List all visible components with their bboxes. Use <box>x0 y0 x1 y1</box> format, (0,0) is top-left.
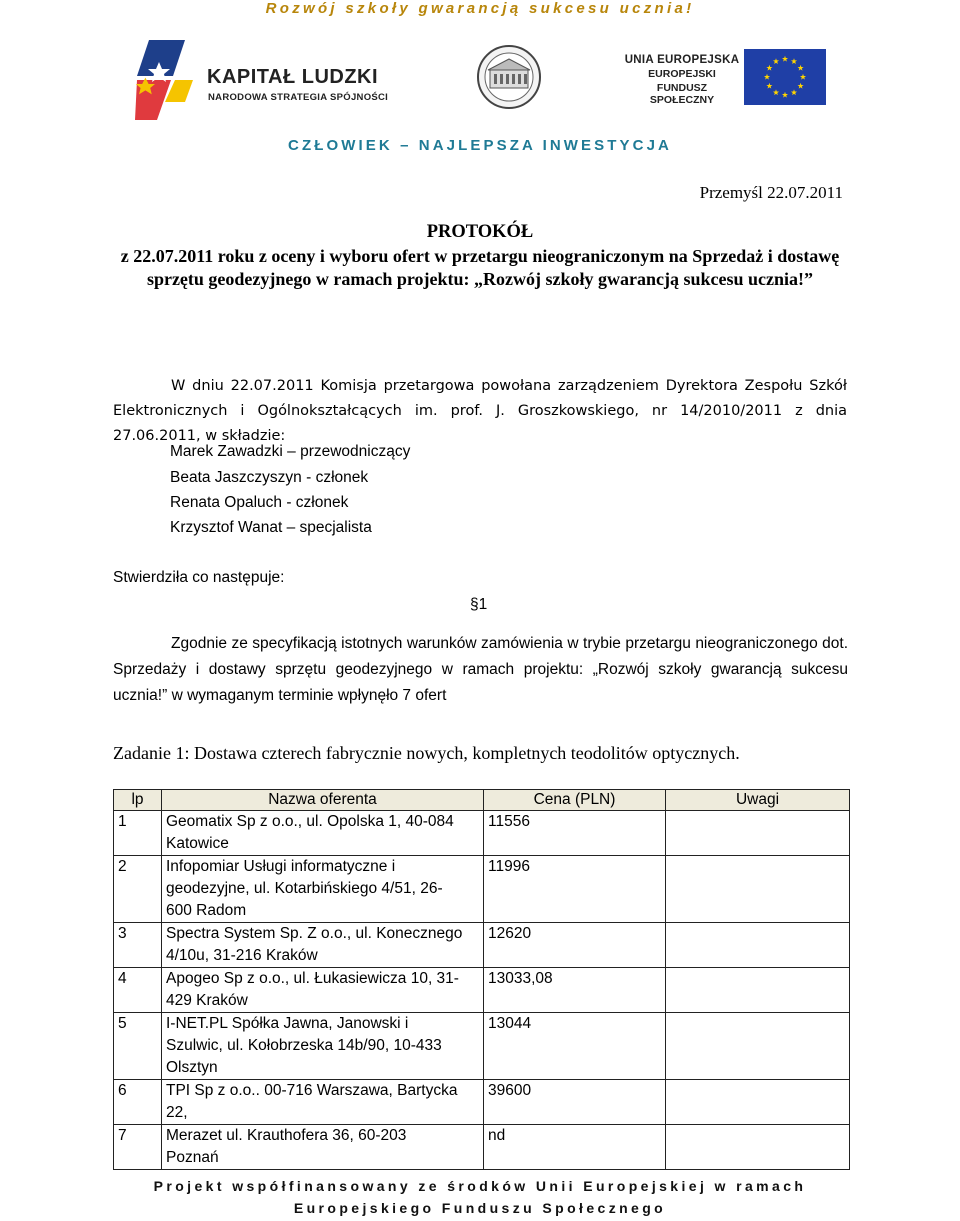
footer <box>0 1175 960 1219</box>
table-row <box>114 856 850 923</box>
header-price: Cena (PLN) <box>484 790 666 811</box>
table-row <box>114 1125 850 1170</box>
kapital-ludzki-logo <box>135 36 197 122</box>
intro-line-1: W dniu 22.07.2011 Komisja przetargowa powołana zarządzeniem Dyrektora Zespołu Szkół <box>171 378 847 394</box>
header-tagline: Rozwój szkoły gwarancją sukcesu ucznia! <box>265 0 695 17</box>
table-row <box>114 1080 850 1125</box>
cell-notes <box>666 1125 850 1170</box>
cell-notes <box>666 811 850 856</box>
header-name: Nazwa oferenta <box>162 790 484 811</box>
intro-line-3: 27.06.2011, w składzie: <box>113 428 286 444</box>
footer-line-2: Europejskiego Funduszu Społecznego <box>293 1200 667 1216</box>
cell-name-line: Olsztyn <box>166 1059 218 1076</box>
task-title: Zadanie 1: Dostawa czterech fabrycznie nowych, kompletnych teodolitów optycznych. <box>113 743 740 763</box>
cell-notes <box>666 923 850 968</box>
cell-price: 12620 <box>484 923 666 968</box>
section-paragraph <box>113 631 848 709</box>
cell-name-line: Spectra System Sp. Z o.o., ul. Konecznego <box>166 925 463 942</box>
document-subtitle: z 22.07.2011 roku z oceny i wyboru ofert w przetargu nieograniczonym na Sprzedaż i dostawę sprzętu geodezyjnego w ramach projektu: „Rozwój szkoły gwarancją sukcesu ucznia!” <box>120 246 840 289</box>
cell-lp: 6 <box>114 1080 162 1125</box>
cell-lp: 5 <box>114 1013 162 1080</box>
cell-notes <box>666 856 850 923</box>
table-header-row <box>114 790 850 811</box>
cell-name-line: Geomatix Sp z o.o., ul. Opolska 1, 40-084 <box>166 813 454 830</box>
footer-line-1: Projekt współfinansowany ze środków Unii Europejskiej w ramach <box>153 1178 807 1194</box>
cell-name-line: TPI Sp z o.o.. 00-716 Warszawa, Bartycka <box>166 1082 458 1099</box>
intro-line-2: Elektronicznych i Ogólnokształcących im. prof. J. Groszkowskiego, nr 14/2010/2011 z dnia <box>113 403 847 419</box>
cell-name-line: Katowice <box>166 835 229 852</box>
cell-price: 39600 <box>484 1080 666 1125</box>
cell-price: 11996 <box>484 856 666 923</box>
eu-label <box>624 54 740 106</box>
header-lp: lp <box>114 790 162 811</box>
section-mark: §1 <box>470 596 488 613</box>
cell-name-line: Infopomiar Usługi informatyczne i <box>166 858 396 875</box>
cell-name <box>162 968 484 1013</box>
cell-name <box>162 1080 484 1125</box>
cell-name <box>162 811 484 856</box>
cell-name-line: 22, <box>166 1104 188 1121</box>
cell-name-line: I-NET.PL Spółka Jawna, Janowski i <box>166 1015 409 1032</box>
place-date: Przemyśl 22.07.2011 <box>699 183 843 202</box>
cell-name-line: 429 Kraków <box>166 992 248 1009</box>
document-title: PROTOKÓŁ <box>426 222 534 242</box>
committee-member: Beata Jaszczyszyn - członek <box>170 469 369 486</box>
cell-price: 13044 <box>484 1013 666 1080</box>
cell-name <box>162 1013 484 1080</box>
cell-lp: 7 <box>114 1125 162 1170</box>
cell-lp: 3 <box>114 923 162 968</box>
cell-price: nd <box>484 1125 666 1170</box>
kapital-ludzki-subtitle: NARODOWA STRATEGIA SPÓJNOŚCI <box>208 92 389 103</box>
committee-member: Renata Opaluch - członek <box>170 494 349 511</box>
cell-notes <box>666 1013 850 1080</box>
cell-name-line: Merazet ul. Krauthofera 36, 60-203 <box>166 1127 407 1144</box>
offers-table <box>113 789 850 1170</box>
header-motto: CZŁOWIEK – NAJLEPSZA INWESTYCJA <box>288 137 672 154</box>
table-row <box>114 923 850 968</box>
cell-price: 13033,08 <box>484 968 666 1013</box>
cell-price: 11556 <box>484 811 666 856</box>
header-notes: Uwagi <box>666 790 850 811</box>
cell-name <box>162 856 484 923</box>
eu-label-line3: FUNDUSZ SPOŁECZNY <box>649 82 715 106</box>
cell-lp: 2 <box>114 856 162 923</box>
cell-notes <box>666 968 850 1013</box>
table-row <box>114 968 850 1013</box>
table-row <box>114 811 850 856</box>
cell-name-line: 4/10u, 31-216 Kraków <box>166 947 318 964</box>
cell-name-line: 600 Radom <box>166 902 247 919</box>
committee-member: Krzysztof Wanat – specjalista <box>170 519 372 536</box>
cell-name-line: geodezyjne, ul. Kotarbińskiego 4/51, 26- <box>166 880 443 897</box>
cell-lp: 4 <box>114 968 162 1013</box>
committee-member: Marek Zawadzki – przewodniczący <box>170 443 411 460</box>
table-row <box>114 1013 850 1080</box>
kapital-ludzki-title: KAPITAŁ LUDZKI <box>207 66 379 88</box>
section-text: Zgodnie ze specyfikacją istotnych warunków zamówienia w trybie przetargu nieograniczonego dot. Sprzedaży i dostawy sprzętu geodezyjnego w ramach projektu: „Rozwój szkoły gwarancją sukcesu ucznia!” w wymaganym terminie wpłynęło 7 ofert <box>113 635 848 704</box>
findings-label: Stwierdziła co następuje: <box>113 569 285 586</box>
cell-lp: 1 <box>114 811 162 856</box>
cell-name-line: Poznań <box>166 1149 219 1166</box>
school-emblem <box>476 44 542 110</box>
cell-name <box>162 1125 484 1170</box>
eu-label-line2: EUROPEJSKI <box>648 68 716 80</box>
eu-label-line1: UNIA EUROPEJSKA <box>624 54 740 66</box>
cell-name <box>162 923 484 968</box>
eu-flag-icon <box>744 49 826 105</box>
cell-name-line: Apogeo Sp z o.o., ul. Łukasiewicza 10, 31- <box>166 970 459 987</box>
cell-name-line: Szulwic, ul. Kołobrzeska 14b/90, 10-433 <box>166 1037 442 1054</box>
offers-table-body <box>114 811 850 1170</box>
cell-notes <box>666 1080 850 1125</box>
